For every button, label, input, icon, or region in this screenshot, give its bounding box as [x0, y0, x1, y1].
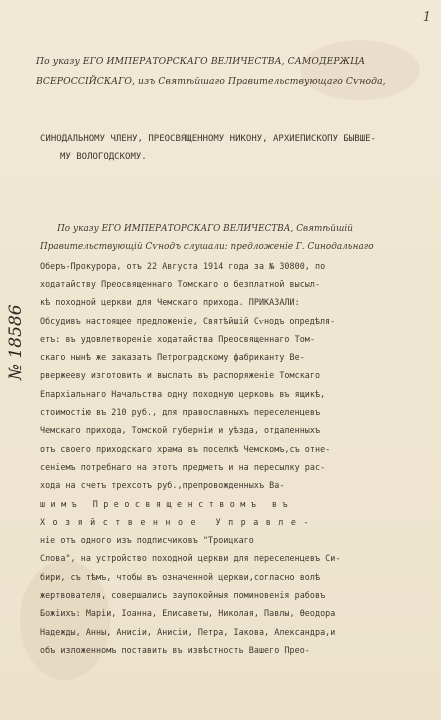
body-text-line: Божіихъ: Маріи, Іоанна, Елисаветы, Николая, Павлы, Ѳеодора [40, 608, 336, 619]
body-text-line: Чемскаго прихода, Томской губерніи и уѣзда, отдаленныхъ [40, 425, 321, 436]
page-number: 1 [422, 10, 431, 25]
body-text-line: рвержееву изготовить и выслать въ распоряженіе Томскаго [40, 370, 321, 381]
body-text-line: етъ: въ удовлетвореніе ходатайства Преосвященнаго Том- [40, 333, 315, 344]
body-text-line: Обсудивъ настоящее предложеніе, Святѣйшій Сѵнодъ опредѣля- [40, 315, 336, 326]
body-text-line: объ изложенномъ поставить въ извѣстность Вашего Прео- [40, 644, 310, 655]
body-text-line: Правительствующій Сѵнодъ слушали: предложеніе Г. Синодальнаго [40, 242, 374, 253]
body-text-line: Хозяйственное Управле- [40, 516, 316, 527]
registration-number-stamp: № 18586 [6, 304, 26, 380]
body-text-line: стоимостію въ 210 руб., для православныхъ переселенцевъ [40, 407, 321, 417]
body-text-line: Слова", на устройство походной церкви для переселенцевъ Си- [40, 553, 341, 564]
body-text-line: скаго нынѣ же заказать Петроградскому фабриканту Ве- [40, 352, 305, 363]
header-line-2: ВСЕРОССІЙСКАГО, изъ Святѣйшаго Правительствующаго Сѵнода, [36, 76, 386, 87]
body-text-line: жертвователя, совершались заупокойныя поминовенія рабовъ [40, 590, 326, 600]
addressee-line-2: МУ ВОЛОГОДСКОМУ. [60, 152, 147, 162]
header-line-1: По указу ЕГО ИМПЕРАТОРСКАГО ВЕЛИЧЕСТВА, САМОДЕРЖЦА [36, 56, 366, 67]
body-text-line: Надежды, Анны, Анисіи, Анисіи, Петра, Іакова, Александра,и [40, 626, 336, 637]
body-text-line: отъ своего приходскаго храма въ поселкѣ Чемскомъ,съ отне- [40, 443, 331, 454]
body-text-line: ніе отъ одного изъ подписчиковъ "Троицкаго [40, 535, 254, 546]
paper-stain [300, 40, 420, 100]
body-text-line: сеніемъ потребнаго на этотъ предметъ и на пересылку рас- [40, 461, 326, 472]
body-text-line: Оберъ-Прокурора, отъ 22 Августа 1914 года за № 30800, по [40, 260, 326, 271]
body-text-line: кѣ походной церкви для Чемскаго прихода. ПРИКАЗАЛИ: [40, 297, 300, 308]
body-text-line: По указу ЕГО ИМПЕРАТОРСКАГО ВЕЛИЧЕСТВА, Святѣйшій [40, 224, 353, 234]
body-text-line: Епархіальнаго Начальства одну походную церковь въ ящикѣ, [40, 388, 326, 399]
body-text-line: ходатайству Преосвященнаго Томскаго о безплатной высыл- [40, 278, 321, 289]
body-text-line: шимъ Преосвященствомъ въ [40, 498, 294, 509]
body-text-line: хода на счетъ трехсотъ руб.,препровожденныхъ Ва- [40, 480, 285, 491]
addressee-line-1: СИНОДАЛЬНОМУ ЧЛЕНУ, ПРЕОСВЯЩЕННОМУ НИКОНУ, АРХИЕПИСКОПУ БЫВШЕ- [40, 134, 376, 144]
body-text-line: бири, съ тѣмъ, чтобы въ означенной церкви,согласно волѣ [40, 571, 321, 582]
